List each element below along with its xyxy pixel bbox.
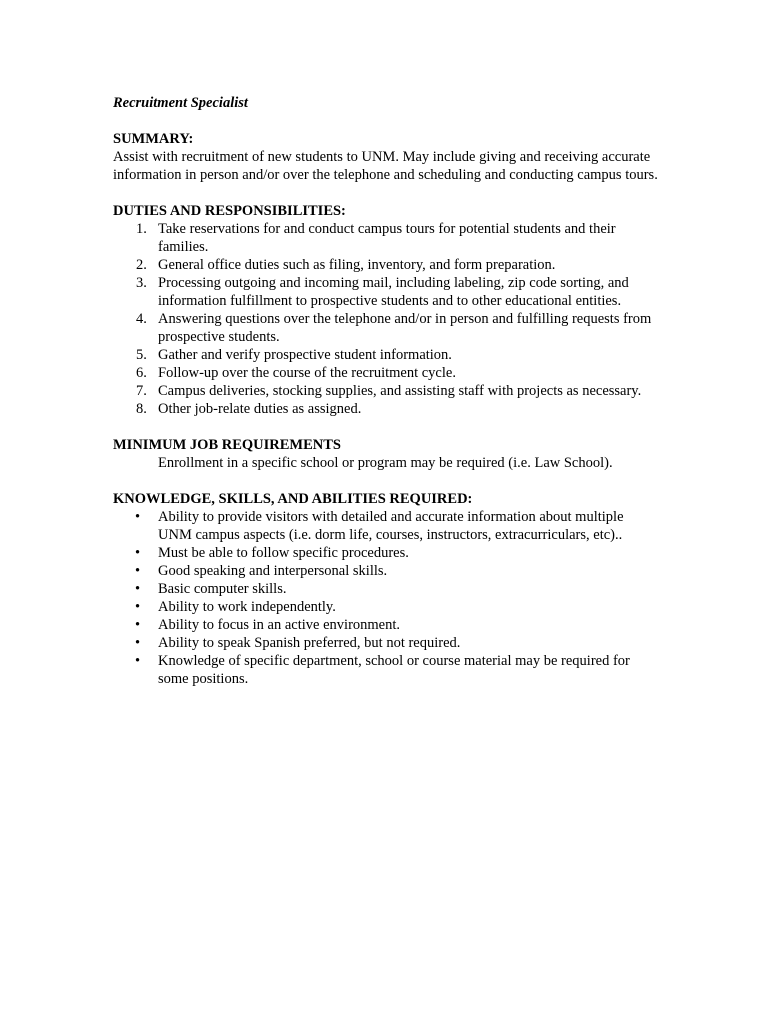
duty-number: 2. bbox=[136, 257, 147, 273]
duty-item bbox=[113, 274, 658, 310]
duty-number: 8. bbox=[136, 401, 147, 417]
duty-number: 5. bbox=[136, 347, 147, 363]
bullet-icon: • bbox=[135, 653, 141, 669]
duty-text: Processing outgoing and incoming mail, including labeling, zip code sorting, and information fulfillment to prospective students and to other educational entities. bbox=[158, 275, 629, 309]
duty-number: 1. bbox=[136, 221, 147, 237]
duty-number: 6. bbox=[136, 365, 147, 381]
ksa-text: Knowledge of specific department, school or course material may be required for some positions. bbox=[158, 653, 630, 687]
bullet-icon: • bbox=[135, 509, 141, 525]
bullet-icon: • bbox=[135, 581, 141, 597]
duty-item bbox=[113, 310, 658, 346]
duty-text: Follow-up over the course of the recruitment cycle. bbox=[158, 365, 456, 381]
duty-text: Other job-relate duties as assigned. bbox=[158, 401, 362, 417]
duty-text: Answering questions over the telephone and/or in person and fulfilling requests from prospective students. bbox=[158, 311, 652, 345]
duty-item bbox=[113, 364, 658, 382]
ksa-text: Ability to focus in an active environment. bbox=[158, 617, 401, 633]
duty-item bbox=[113, 382, 658, 400]
bullet-icon: • bbox=[135, 635, 141, 651]
bullet-icon: • bbox=[135, 617, 141, 633]
duty-text: Take reservations for and conduct campus tours for potential students and their families. bbox=[158, 221, 616, 255]
bullet-icon: • bbox=[135, 599, 141, 615]
duty-text: Gather and verify prospective student information. bbox=[158, 347, 452, 363]
duties-list bbox=[113, 220, 658, 418]
ksa-item bbox=[113, 544, 658, 562]
duty-item bbox=[113, 346, 658, 364]
ksa-text: Ability to speak Spanish preferred, but not required. bbox=[158, 635, 461, 651]
ksa-item bbox=[113, 616, 658, 634]
duty-number: 4. bbox=[136, 311, 147, 327]
duty-text: Campus deliveries, stocking supplies, and assisting staff with projects as necessary. bbox=[158, 383, 642, 399]
ksa-item bbox=[113, 652, 658, 688]
duty-item bbox=[113, 256, 658, 274]
bullet-icon: • bbox=[135, 563, 141, 579]
document-page bbox=[113, 94, 658, 688]
ksa-text: Basic computer skills. bbox=[158, 581, 287, 597]
summary-text: Assist with recruitment of new students to UNM. May include giving and receiving accurate information in person and/or over the telephone and scheduling and conducting campus tours. bbox=[113, 149, 658, 183]
duty-number: 3. bbox=[136, 275, 147, 291]
ksa-item bbox=[113, 634, 658, 652]
requirements-text: Enrollment in a specific school or program may be required (i.e. Law School). bbox=[158, 455, 613, 471]
ksa-text: Ability to provide visitors with detailed and accurate information about multiple UNM campus aspects (i.e. dorm life, courses, instructors, extracurriculars, etc).. bbox=[158, 509, 624, 543]
ksa-item bbox=[113, 508, 658, 544]
duty-number: 7. bbox=[136, 383, 147, 399]
ksa-text: Ability to work independently. bbox=[158, 599, 336, 615]
duty-text: General office duties such as filing, inventory, and form preparation. bbox=[158, 257, 556, 273]
duty-item bbox=[113, 220, 658, 256]
duty-item bbox=[113, 400, 658, 418]
bullet-icon: • bbox=[135, 545, 141, 561]
document-title: Recruitment Specialist bbox=[113, 95, 248, 111]
requirements-heading: MINIMUM JOB REQUIREMENTS bbox=[113, 437, 341, 453]
duties-heading: DUTIES AND RESPONSIBILITIES: bbox=[113, 203, 346, 219]
ksa-item bbox=[113, 598, 658, 616]
ksa-item bbox=[113, 580, 658, 598]
ksa-item bbox=[113, 562, 658, 580]
ksa-heading: KNOWLEDGE, SKILLS, AND ABILITIES REQUIRED: bbox=[113, 491, 473, 507]
ksa-text: Good speaking and interpersonal skills. bbox=[158, 563, 388, 579]
ksa-list bbox=[113, 508, 658, 688]
ksa-text: Must be able to follow specific procedures. bbox=[158, 545, 409, 561]
summary-heading: SUMMARY: bbox=[113, 131, 194, 147]
